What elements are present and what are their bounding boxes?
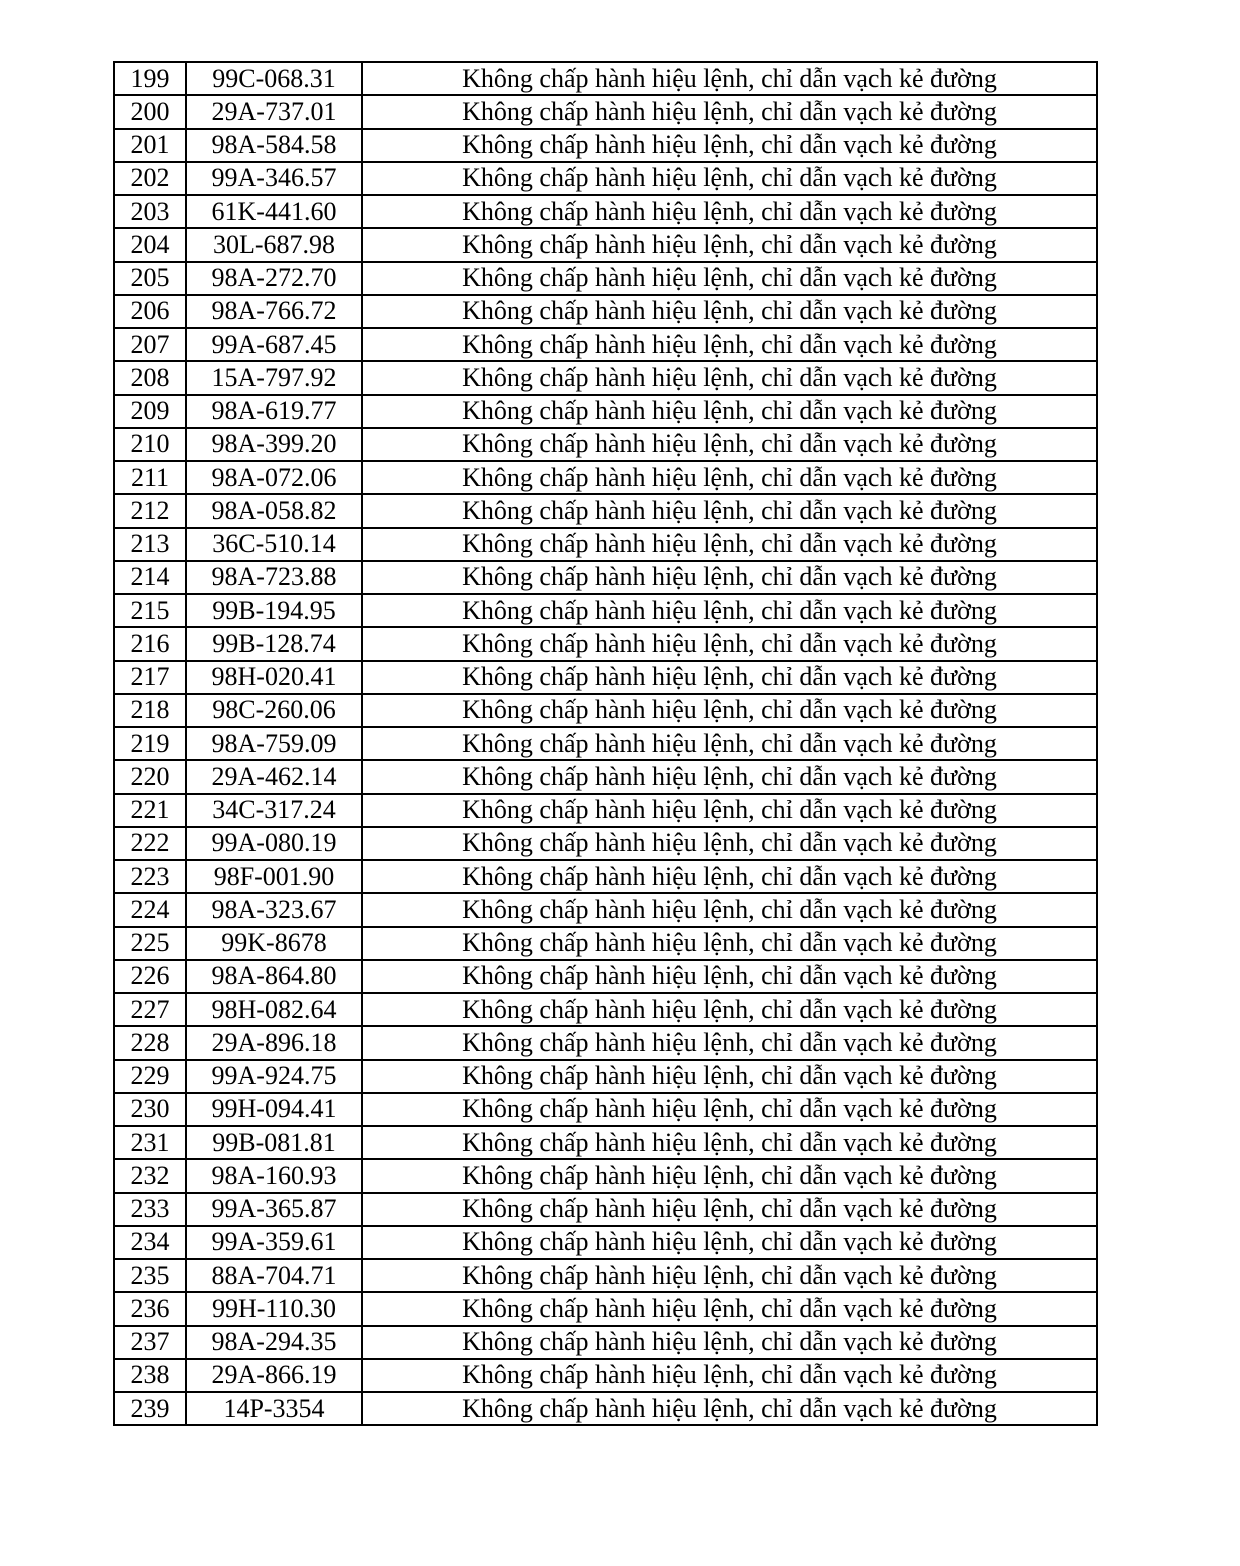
license-plate-cell: 15A-797.92 (186, 361, 362, 394)
table-row (114, 893, 1097, 926)
row-number-cell: 220 (114, 760, 186, 793)
violation-cell: Không chấp hành hiệu lệnh, chỉ dẫn vạch kẻ đường (362, 195, 1097, 228)
license-plate-cell: 98C-260.06 (186, 694, 362, 727)
table-row (114, 1026, 1097, 1059)
violation-cell: Không chấp hành hiệu lệnh, chỉ dẫn vạch kẻ đường (362, 1326, 1097, 1359)
table-row (114, 794, 1097, 827)
table-row (114, 1126, 1097, 1159)
violation-cell: Không chấp hành hiệu lệnh, chỉ dẫn vạch kẻ đường (362, 661, 1097, 694)
row-number-cell: 239 (114, 1392, 186, 1425)
table-row (114, 1392, 1097, 1425)
violation-cell: Không chấp hành hiệu lệnh, chỉ dẫn vạch kẻ đường (362, 1292, 1097, 1325)
license-plate-cell: 98A-294.35 (186, 1326, 362, 1359)
table-row (114, 328, 1097, 361)
violation-cell: Không chấp hành hiệu lệnh, chỉ dẫn vạch kẻ đường (362, 262, 1097, 295)
row-number-cell: 232 (114, 1159, 186, 1192)
row-number-cell: 227 (114, 993, 186, 1026)
license-plate-cell: 98A-072.06 (186, 461, 362, 494)
license-plate-cell: 29A-462.14 (186, 760, 362, 793)
license-plate-cell: 98A-399.20 (186, 428, 362, 461)
violation-cell: Không chấp hành hiệu lệnh, chỉ dẫn vạch kẻ đường (362, 1026, 1097, 1059)
table-row (114, 727, 1097, 760)
license-plate-cell: 30L-687.98 (186, 228, 362, 261)
table-row (114, 295, 1097, 328)
table-row (114, 228, 1097, 261)
table-row (114, 927, 1097, 960)
row-number-cell: 215 (114, 594, 186, 627)
license-plate-cell: 99B-128.74 (186, 627, 362, 660)
license-plate-cell: 98A-323.67 (186, 893, 362, 926)
table-row (114, 428, 1097, 461)
violation-cell: Không chấp hành hiệu lệnh, chỉ dẫn vạch kẻ đường (362, 528, 1097, 561)
row-number-cell: 209 (114, 395, 186, 428)
table-row (114, 561, 1097, 594)
table-row (114, 361, 1097, 394)
license-plate-cell: 98A-160.93 (186, 1159, 362, 1192)
table-row (114, 1060, 1097, 1093)
table-row (114, 993, 1097, 1026)
violation-cell: Không chấp hành hiệu lệnh, chỉ dẫn vạch kẻ đường (362, 594, 1097, 627)
license-plate-cell: 61K-441.60 (186, 195, 362, 228)
violation-cell: Không chấp hành hiệu lệnh, chỉ dẫn vạch kẻ đường (362, 1060, 1097, 1093)
table-row (114, 1193, 1097, 1226)
table-row (114, 162, 1097, 195)
license-plate-cell: 98A-864.80 (186, 960, 362, 993)
row-number-cell: 200 (114, 95, 186, 128)
violation-cell: Không chấp hành hiệu lệnh, chỉ dẫn vạch kẻ đường (362, 328, 1097, 361)
row-number-cell: 203 (114, 195, 186, 228)
table-row (114, 62, 1097, 95)
row-number-cell: 225 (114, 927, 186, 960)
violation-cell: Không chấp hành hiệu lệnh, chỉ dẫn vạch kẻ đường (362, 627, 1097, 660)
violation-cell: Không chấp hành hiệu lệnh, chỉ dẫn vạch kẻ đường (362, 95, 1097, 128)
table-row (114, 461, 1097, 494)
violation-cell: Không chấp hành hiệu lệnh, chỉ dẫn vạch kẻ đường (362, 62, 1097, 95)
license-plate-cell: 98A-759.09 (186, 727, 362, 760)
violation-cell: Không chấp hành hiệu lệnh, chỉ dẫn vạch kẻ đường (362, 1392, 1097, 1425)
table-row (114, 1093, 1097, 1126)
license-plate-cell: 98A-619.77 (186, 395, 362, 428)
violation-cell: Không chấp hành hiệu lệnh, chỉ dẫn vạch kẻ đường (362, 893, 1097, 926)
license-plate-cell: 34C-317.24 (186, 794, 362, 827)
row-number-cell: 233 (114, 1193, 186, 1226)
license-plate-cell: 99A-687.45 (186, 328, 362, 361)
license-plate-cell: 98A-272.70 (186, 262, 362, 295)
violation-cell: Không chấp hành hiệu lệnh, chỉ dẫn vạch kẻ đường (362, 694, 1097, 727)
violation-cell: Không chấp hành hiệu lệnh, chỉ dẫn vạch kẻ đường (362, 428, 1097, 461)
violation-cell: Không chấp hành hiệu lệnh, chỉ dẫn vạch kẻ đường (362, 129, 1097, 162)
license-plate-cell: 98A-723.88 (186, 561, 362, 594)
violation-cell: Không chấp hành hiệu lệnh, chỉ dẫn vạch kẻ đường (362, 494, 1097, 527)
table-row (114, 594, 1097, 627)
table-row (114, 1226, 1097, 1259)
row-number-cell: 231 (114, 1126, 186, 1159)
row-number-cell: 218 (114, 694, 186, 727)
table-row (114, 1259, 1097, 1292)
table-row (114, 960, 1097, 993)
license-plate-cell: 99A-365.87 (186, 1193, 362, 1226)
row-number-cell: 237 (114, 1326, 186, 1359)
row-number-cell: 216 (114, 627, 186, 660)
row-number-cell: 202 (114, 162, 186, 195)
violation-cell: Không chấp hành hiệu lệnh, chỉ dẫn vạch kẻ đường (362, 993, 1097, 1026)
violation-cell: Không chấp hành hiệu lệnh, chỉ dẫn vạch kẻ đường (362, 727, 1097, 760)
table-row (114, 494, 1097, 527)
row-number-cell: 238 (114, 1359, 186, 1392)
license-plate-cell: 98A-584.58 (186, 129, 362, 162)
table-row (114, 1326, 1097, 1359)
table-row (114, 262, 1097, 295)
row-number-cell: 205 (114, 262, 186, 295)
violation-cell: Không chấp hành hiệu lệnh, chỉ dẫn vạch kẻ đường (362, 1259, 1097, 1292)
license-plate-cell: 99H-094.41 (186, 1093, 362, 1126)
table-row (114, 694, 1097, 727)
row-number-cell: 206 (114, 295, 186, 328)
violation-cell: Không chấp hành hiệu lệnh, chỉ dẫn vạch kẻ đường (362, 361, 1097, 394)
violation-cell: Không chấp hành hiệu lệnh, chỉ dẫn vạch kẻ đường (362, 1359, 1097, 1392)
violation-cell: Không chấp hành hiệu lệnh, chỉ dẫn vạch kẻ đường (362, 561, 1097, 594)
table-row (114, 1359, 1097, 1392)
table-row (114, 1292, 1097, 1325)
violation-cell: Không chấp hành hiệu lệnh, chỉ dẫn vạch kẻ đường (362, 1193, 1097, 1226)
violation-cell: Không chấp hành hiệu lệnh, chỉ dẫn vạch kẻ đường (362, 395, 1097, 428)
license-plate-cell: 99A-924.75 (186, 1060, 362, 1093)
row-number-cell: 199 (114, 62, 186, 95)
license-plate-cell: 99A-080.19 (186, 827, 362, 860)
license-plate-cell: 88A-704.71 (186, 1259, 362, 1292)
row-number-cell: 210 (114, 428, 186, 461)
violation-cell: Không chấp hành hiệu lệnh, chỉ dẫn vạch kẻ đường (362, 794, 1097, 827)
row-number-cell: 207 (114, 328, 186, 361)
violation-cell: Không chấp hành hiệu lệnh, chỉ dẫn vạch kẻ đường (362, 228, 1097, 261)
table-row (114, 827, 1097, 860)
table-row (114, 395, 1097, 428)
violation-cell: Không chấp hành hiệu lệnh, chỉ dẫn vạch kẻ đường (362, 1159, 1097, 1192)
table-row (114, 95, 1097, 128)
table-row (114, 528, 1097, 561)
license-plate-cell: 14P-3354 (186, 1392, 362, 1425)
license-plate-cell: 99B-081.81 (186, 1126, 362, 1159)
row-number-cell: 222 (114, 827, 186, 860)
row-number-cell: 214 (114, 561, 186, 594)
table-row (114, 661, 1097, 694)
row-number-cell: 217 (114, 661, 186, 694)
table-body (114, 62, 1097, 1425)
license-plate-cell: 99B-194.95 (186, 594, 362, 627)
license-plate-cell: 98H-020.41 (186, 661, 362, 694)
violation-cell: Không chấp hành hiệu lệnh, chỉ dẫn vạch kẻ đường (362, 860, 1097, 893)
row-number-cell: 201 (114, 129, 186, 162)
license-plate-cell: 36C-510.14 (186, 528, 362, 561)
row-number-cell: 228 (114, 1026, 186, 1059)
row-number-cell: 230 (114, 1093, 186, 1126)
row-number-cell: 223 (114, 860, 186, 893)
violation-cell: Không chấp hành hiệu lệnh, chỉ dẫn vạch kẻ đường (362, 827, 1097, 860)
table-row (114, 760, 1097, 793)
license-plate-cell: 29A-737.01 (186, 95, 362, 128)
row-number-cell: 219 (114, 727, 186, 760)
license-plate-cell: 98A-766.72 (186, 295, 362, 328)
row-number-cell: 235 (114, 1259, 186, 1292)
license-plate-cell: 98F-001.90 (186, 860, 362, 893)
row-number-cell: 208 (114, 361, 186, 394)
license-plate-cell: 99A-359.61 (186, 1226, 362, 1259)
table-row (114, 195, 1097, 228)
table-row (114, 129, 1097, 162)
row-number-cell: 234 (114, 1226, 186, 1259)
table-row (114, 860, 1097, 893)
row-number-cell: 236 (114, 1292, 186, 1325)
license-plate-cell: 98A-058.82 (186, 494, 362, 527)
violation-cell: Không chấp hành hiệu lệnh, chỉ dẫn vạch kẻ đường (362, 295, 1097, 328)
row-number-cell: 229 (114, 1060, 186, 1093)
row-number-cell: 211 (114, 461, 186, 494)
row-number-cell: 226 (114, 960, 186, 993)
row-number-cell: 204 (114, 228, 186, 261)
violation-cell: Không chấp hành hiệu lệnh, chỉ dẫn vạch kẻ đường (362, 1093, 1097, 1126)
violation-table (113, 61, 1098, 1426)
row-number-cell: 213 (114, 528, 186, 561)
row-number-cell: 212 (114, 494, 186, 527)
row-number-cell: 224 (114, 893, 186, 926)
row-number-cell: 221 (114, 794, 186, 827)
violation-cell: Không chấp hành hiệu lệnh, chỉ dẫn vạch kẻ đường (362, 1126, 1097, 1159)
violation-cell: Không chấp hành hiệu lệnh, chỉ dẫn vạch kẻ đường (362, 927, 1097, 960)
license-plate-cell: 29A-896.18 (186, 1026, 362, 1059)
license-plate-cell: 99C-068.31 (186, 62, 362, 95)
violation-cell: Không chấp hành hiệu lệnh, chỉ dẫn vạch kẻ đường (362, 162, 1097, 195)
license-plate-cell: 99A-346.57 (186, 162, 362, 195)
violation-cell: Không chấp hành hiệu lệnh, chỉ dẫn vạch kẻ đường (362, 1226, 1097, 1259)
license-plate-cell: 98H-082.64 (186, 993, 362, 1026)
violation-cell: Không chấp hành hiệu lệnh, chỉ dẫn vạch kẻ đường (362, 960, 1097, 993)
violation-cell: Không chấp hành hiệu lệnh, chỉ dẫn vạch kẻ đường (362, 760, 1097, 793)
license-plate-cell: 29A-866.19 (186, 1359, 362, 1392)
license-plate-cell: 99K-8678 (186, 927, 362, 960)
table-row (114, 1159, 1097, 1192)
table-row (114, 627, 1097, 660)
violation-cell: Không chấp hành hiệu lệnh, chỉ dẫn vạch kẻ đường (362, 461, 1097, 494)
license-plate-cell: 99H-110.30 (186, 1292, 362, 1325)
